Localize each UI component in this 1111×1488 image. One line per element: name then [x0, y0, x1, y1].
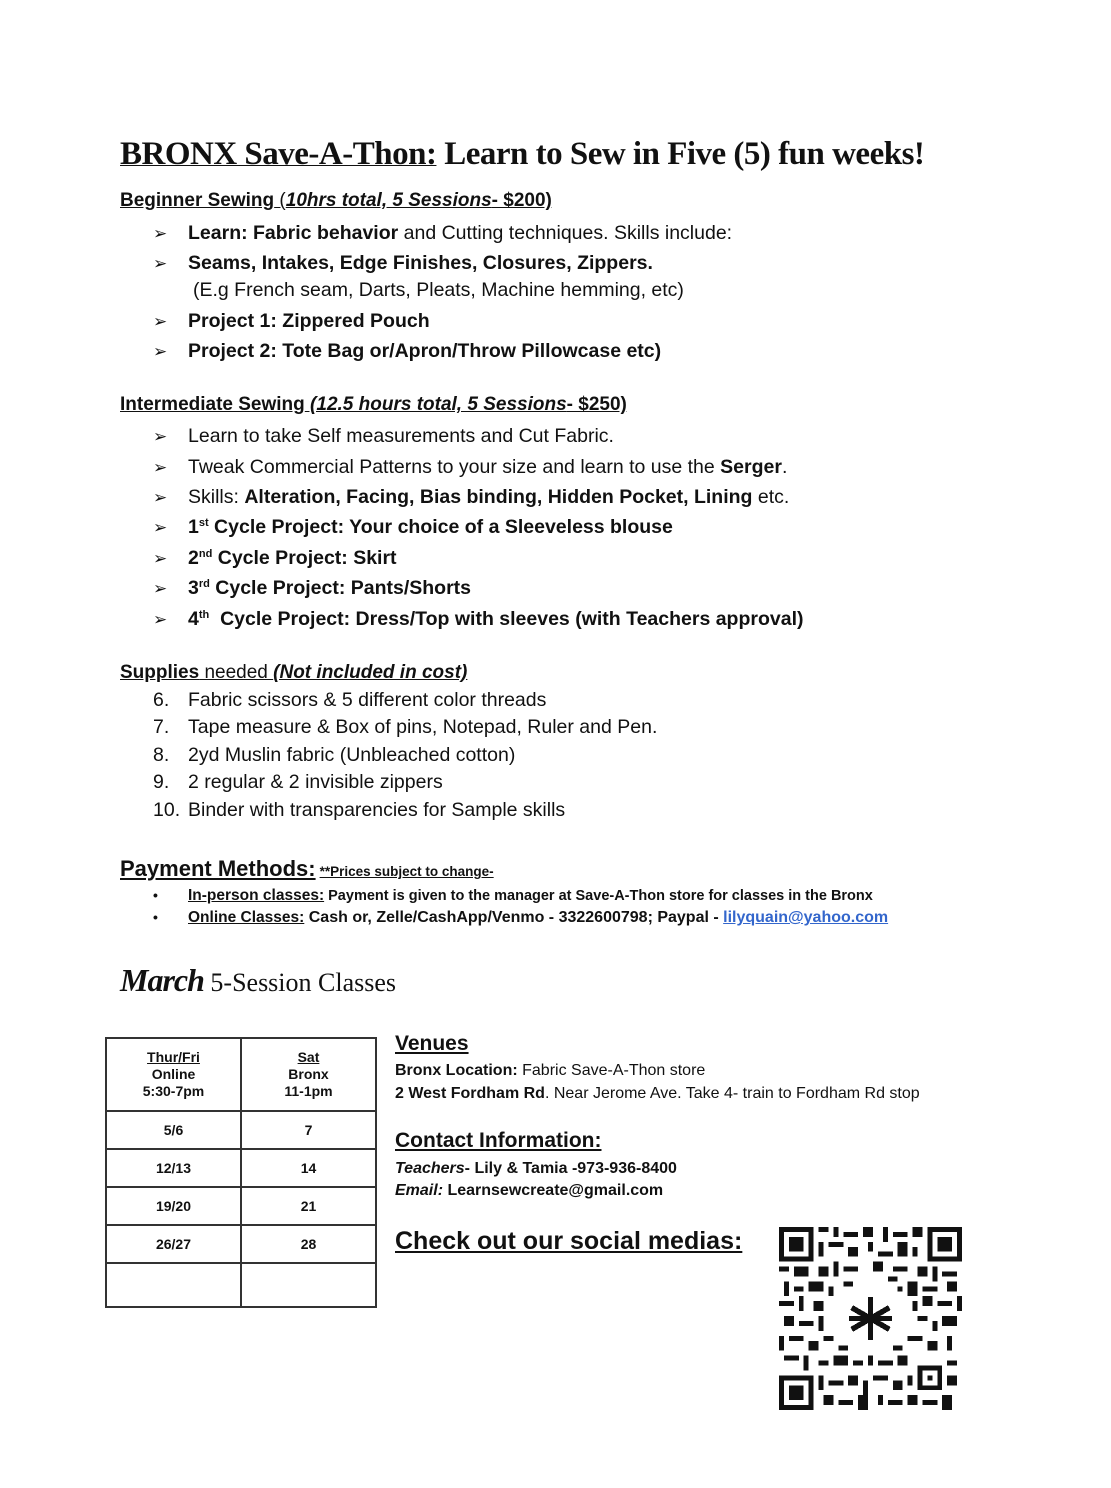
table-row: 12/13 14 [106, 1149, 376, 1187]
supplies-heading: Supplies needed (Not included in cost) [120, 662, 468, 683]
contact-heading: Contact Information: [395, 1129, 602, 1152]
bullet-dot-icon: • [153, 909, 158, 925]
arrow-bullet-icon: ➢ [153, 312, 168, 331]
supply-item: 8. 2yd Muslin fabric (Unbleached cotton) [153, 744, 516, 766]
venues-heading: Venues [395, 1032, 469, 1055]
arrow-bullet-icon: ➢ [153, 610, 168, 629]
beginner-item: ➢ Project 1: Zippered Pouch [153, 307, 430, 335]
beginner-sub-note: (E.g French seam, Darts, Pleats, Machine hemming, etc) [193, 279, 684, 301]
arrow-bullet-icon: ➢ [153, 518, 168, 537]
arrow-bullet-icon: ➢ [153, 549, 168, 568]
arrow-bullet-icon: ➢ [153, 427, 168, 446]
intermediate-item: ➢ Tweak Commercial Patterns to your size and learn to use the Serger. [153, 453, 787, 481]
beginner-item: ➢ Project 2: Tote Bag or/Apron/Throw Pillowcase etc) [153, 337, 661, 365]
venue-location: Bronx Location: Fabric Save-A-Thon store [395, 1062, 706, 1079]
intermediate-heading: Intermediate Sewing (12.5 hours total, 5 Sessions- $250) [120, 394, 627, 415]
arrow-bullet-icon: ➢ [153, 579, 168, 598]
paypal-email-link[interactable]: lilyquain@yahoo.com [723, 909, 889, 926]
table-row: 5/6 7 [106, 1111, 376, 1149]
contact-email: Email: Learnsewcreate@gmail.com [395, 1182, 664, 1199]
intermediate-item: ➢ Learn to take Self measurements and Cut Fabric. [153, 422, 614, 450]
intermediate-item: ➢ Skills: Alteration, Facing, Bias binding, Hidden Pocket, Lining etc. [153, 483, 789, 511]
table-row: 26/27 28 [106, 1225, 376, 1263]
schedule-table [105, 1037, 377, 1308]
arrow-bullet-icon: ➢ [153, 254, 168, 273]
schedule-col-header: Sat Bronx 11-1pm [241, 1038, 376, 1111]
beginner-item: ➢ Seams, Intakes, Edge Finishes, Closures, Zippers. [153, 249, 653, 277]
payment-in-person: • In-person classes: Payment is given to the manager at Save-A-Thon store for classes in the Bronx [153, 887, 873, 904]
arrow-bullet-icon: ➢ [153, 458, 168, 477]
contact-teachers: Teachers- Lily & Tamia -973-936-8400 [395, 1160, 677, 1177]
page-title: BRONX Save-A-Thon: Learn to Sew in Five (5) fun weeks! [120, 136, 925, 172]
table-row [106, 1263, 376, 1307]
cycle-project-item: ➢ 1st Cycle Project: Your choice of a Sleeveless blouse [153, 513, 673, 541]
qr-code-icon[interactable] [779, 1226, 962, 1411]
supply-item: 6. Fabric scissors & 5 different color threads [153, 689, 547, 711]
beginner-item: ➢ Learn: Fabric behavior and Cutting techniques. Skills include: [153, 219, 732, 247]
cycle-project-item: ➢ 3rd Cycle Project: Pants/Shorts [153, 574, 471, 602]
table-row: 19/20 21 [106, 1187, 376, 1225]
venue-address: 2 West Fordham Rd. Near Jerome Ave. Take 4- train to Fordham Rd stop [395, 1085, 920, 1102]
supply-item: 7. Tape measure & Box of pins, Notepad, Ruler and Pen. [153, 716, 658, 738]
march-schedule-heading: March 5-Session Classes [120, 962, 397, 998]
beginner-heading: Beginner Sewing (10hrs total, 5 Sessions- $200) [120, 190, 552, 211]
payment-online: • Online Classes: Cash or, Zelle/CashApp/Venmo - 3322600798; Paypal - lilyquain@yahoo.com [153, 909, 889, 926]
arrow-bullet-icon: ➢ [153, 224, 168, 243]
arrow-bullet-icon: ➢ [153, 342, 168, 361]
bullet-dot-icon: • [153, 887, 158, 903]
schedule-header-row [106, 1038, 376, 1111]
social-media-heading: Check out our social medias: [395, 1227, 743, 1255]
supply-item: 10. Binder with transparencies for Sample skills [153, 799, 566, 821]
schedule-col-header: Thur/Fri Online 5:30-7pm [106, 1038, 241, 1111]
payment-heading: Payment Methods: **Prices subject to change- [120, 856, 494, 881]
cycle-project-item: ➢ 4th Cycle Project: Dress/Top with sleeves (with Teachers approval) [153, 605, 803, 633]
arrow-bullet-icon: ➢ [153, 488, 168, 507]
cycle-project-item: ➢ 2nd Cycle Project: Skirt [153, 544, 397, 572]
supply-item: 9. 2 regular & 2 invisible zippers [153, 771, 443, 793]
